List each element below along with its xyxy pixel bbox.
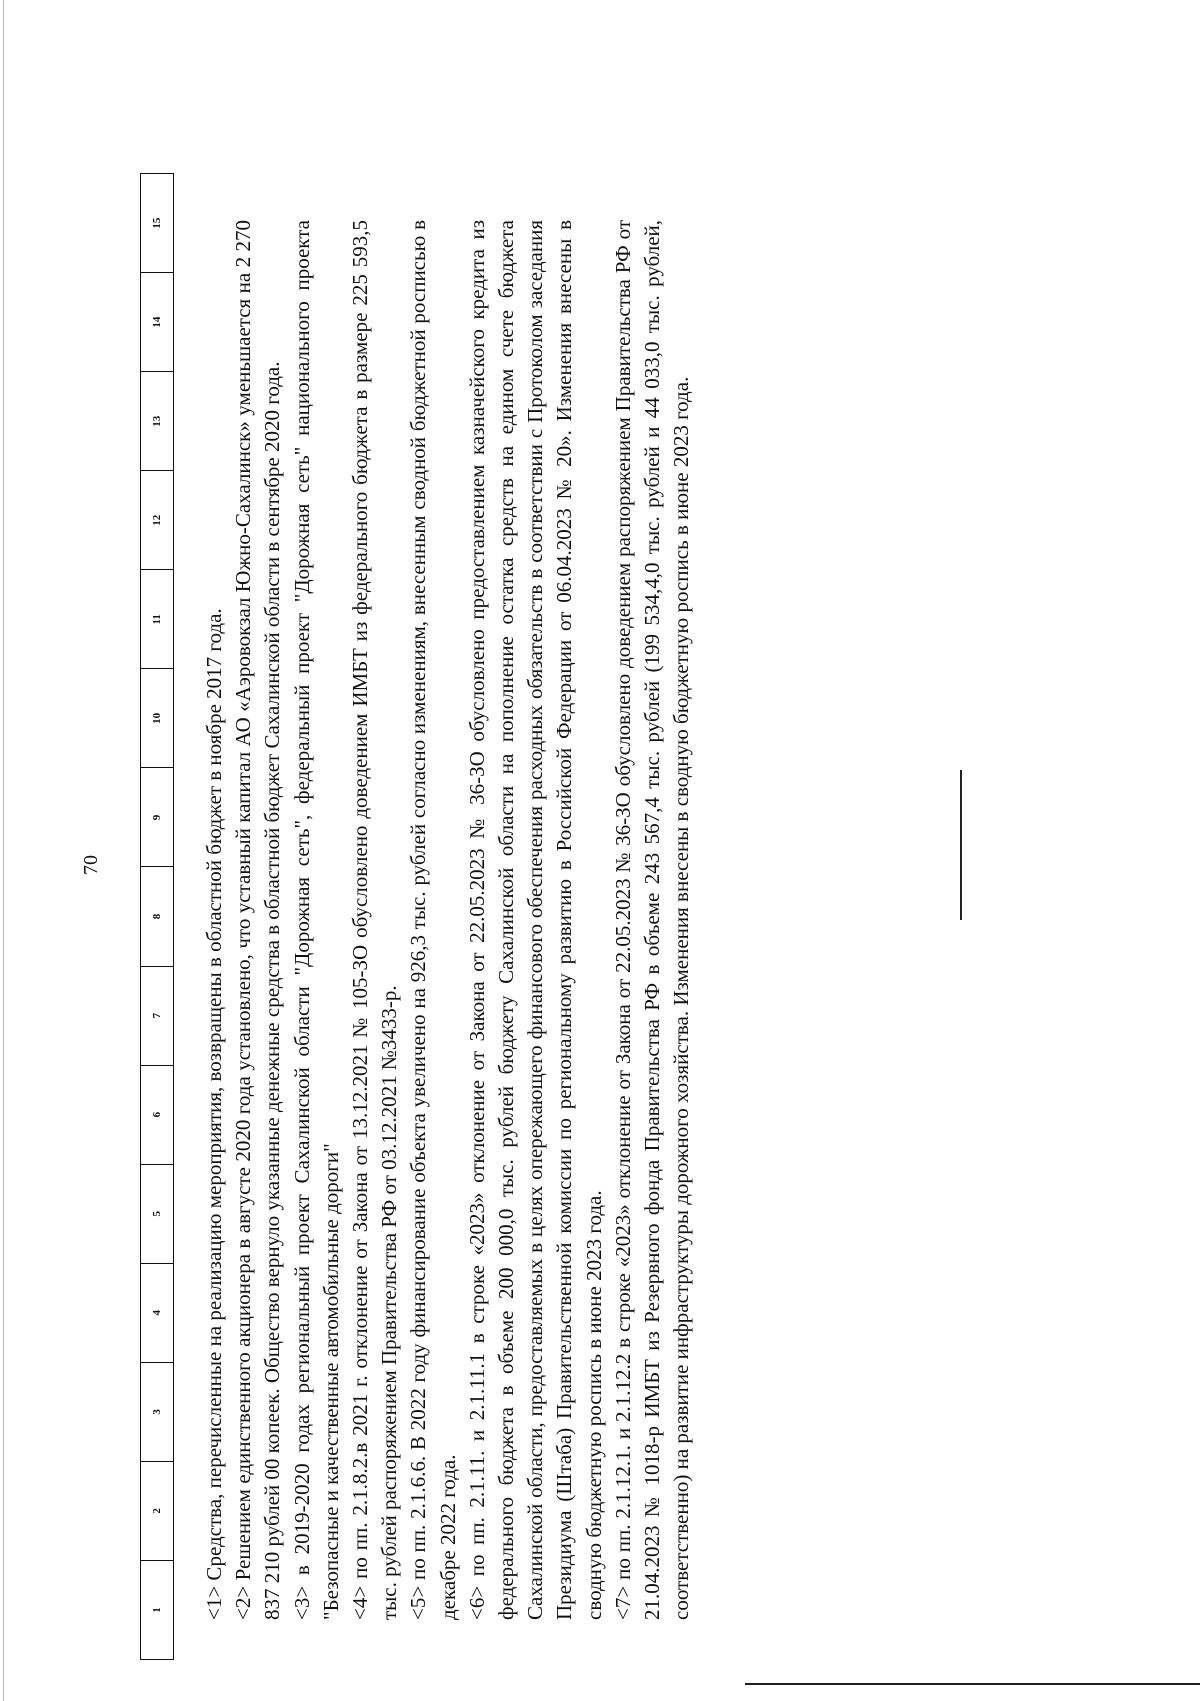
column-number: 8 [141,867,173,966]
column-number: 2 [141,1461,173,1560]
column-number: 15 [151,217,163,229]
rotated-sheet [0,80,1200,1680]
footnotes [200,220,696,1620]
footnote-1: <1> Средства, перечисленные на реализацию мероприятия, возвращены в областной бюджет в ноябре 2017 года. [202,608,226,1620]
separator-rule [960,770,962,920]
column-number: 14 [141,272,173,371]
page-number: 70 [80,855,102,875]
column-number: 4 [141,1263,173,1362]
column-number: 9 [141,767,173,866]
footnote-3: <3> в 2019-2020 годах региональный проект Сахалинской области "Дорожная сеть", федеральный проект "Дорожная сеть" национального проекта "Безопасные и качественные автомобильные дороги" [289,220,343,1620]
column-number: 5 [141,1164,173,1263]
column-number: 6 [141,1065,173,1164]
footnote-7: <7> по пп. 2.1.12.1. и 2.1.12.2 в строке «2023» отклонение от Закона от 22.05.2023 № 36-ЗО обусловлено доведением распоряжением Правительства РФ от 21.04.2023 № 1018-р ИМБТ из Резервного фонда Правительства РФ в объеме 243 567,4 тыс. рублей (199 534,4,0 тыс. рублей и 44 033,0 тыс. рублей, соответственно) на развитие инфраструктуры дорожного хозяйства. Изменения внесены в сводную бюджетную роспись в июне 2023 года. [610,220,694,1620]
column-number-header [140,173,174,1660]
footnote-2: <2> Решением единственного акционера в августе 2020 года установлено, что уставный капитал АО «Аэровокзал Южно-Сахалинск» уменьшается на 2 270 837 210 рублей 00 копеек. Общество вернуло указанные денежные средства в областной бюджет Сахалинской области в сентябре 2020 года. [231,220,285,1620]
column-number: 10 [141,668,173,767]
column-number: 3 [141,1362,173,1461]
column-number: 7 [141,966,173,1065]
footnote-6: <6> по пп. 2.1.11. и 2.1.11.1 в строке «2023» отклонение от Закона от 22.05.2023 № 36-ЗО обусловлено предоставлением казначейского кредита из федерального бюджета в объеме 200 000,0 тыс. рублей бюджету Сахалинской области на пополнение остатка средств на едином счете бюджета Сахалинской области, предоставляемых в целях опережающего финансового обеспечения расходных обязательств в соответствии с Протоколом заседания Президиума (Штаба) Правительственной комиссии по региональному развитию в Российской Федерации от 06.04.2023 № 20». Изменения внесены в сводную бюджетную роспись в июне 2023 года. [464,220,606,1620]
footnote-5: <5> по пп. 2.1.6.6. В 2022 году финансирование объекта увеличено на 926,3 тыс. рублей согласно изменениям, внесенным сводной бюджетной росписью в декабре 2022 года. [406,220,460,1620]
column-number: 13 [141,371,173,470]
column-number: 1 [141,1560,173,1659]
column-number: 12 [141,470,173,569]
bottom-rule [745,1683,1200,1685]
column-number: 11 [141,569,173,668]
footnote-4: <4> по пп. 2.1.8.2.в 2021 г. отклонение от Закона от 13.12.2021 № 105-ЗО обусловлено доведением ИМБТ из федерального бюджета в размере 225 593,5 тыс. рублей распоряжением Правительства РФ от 03.12.2021 №3433-р. [348,220,402,1620]
